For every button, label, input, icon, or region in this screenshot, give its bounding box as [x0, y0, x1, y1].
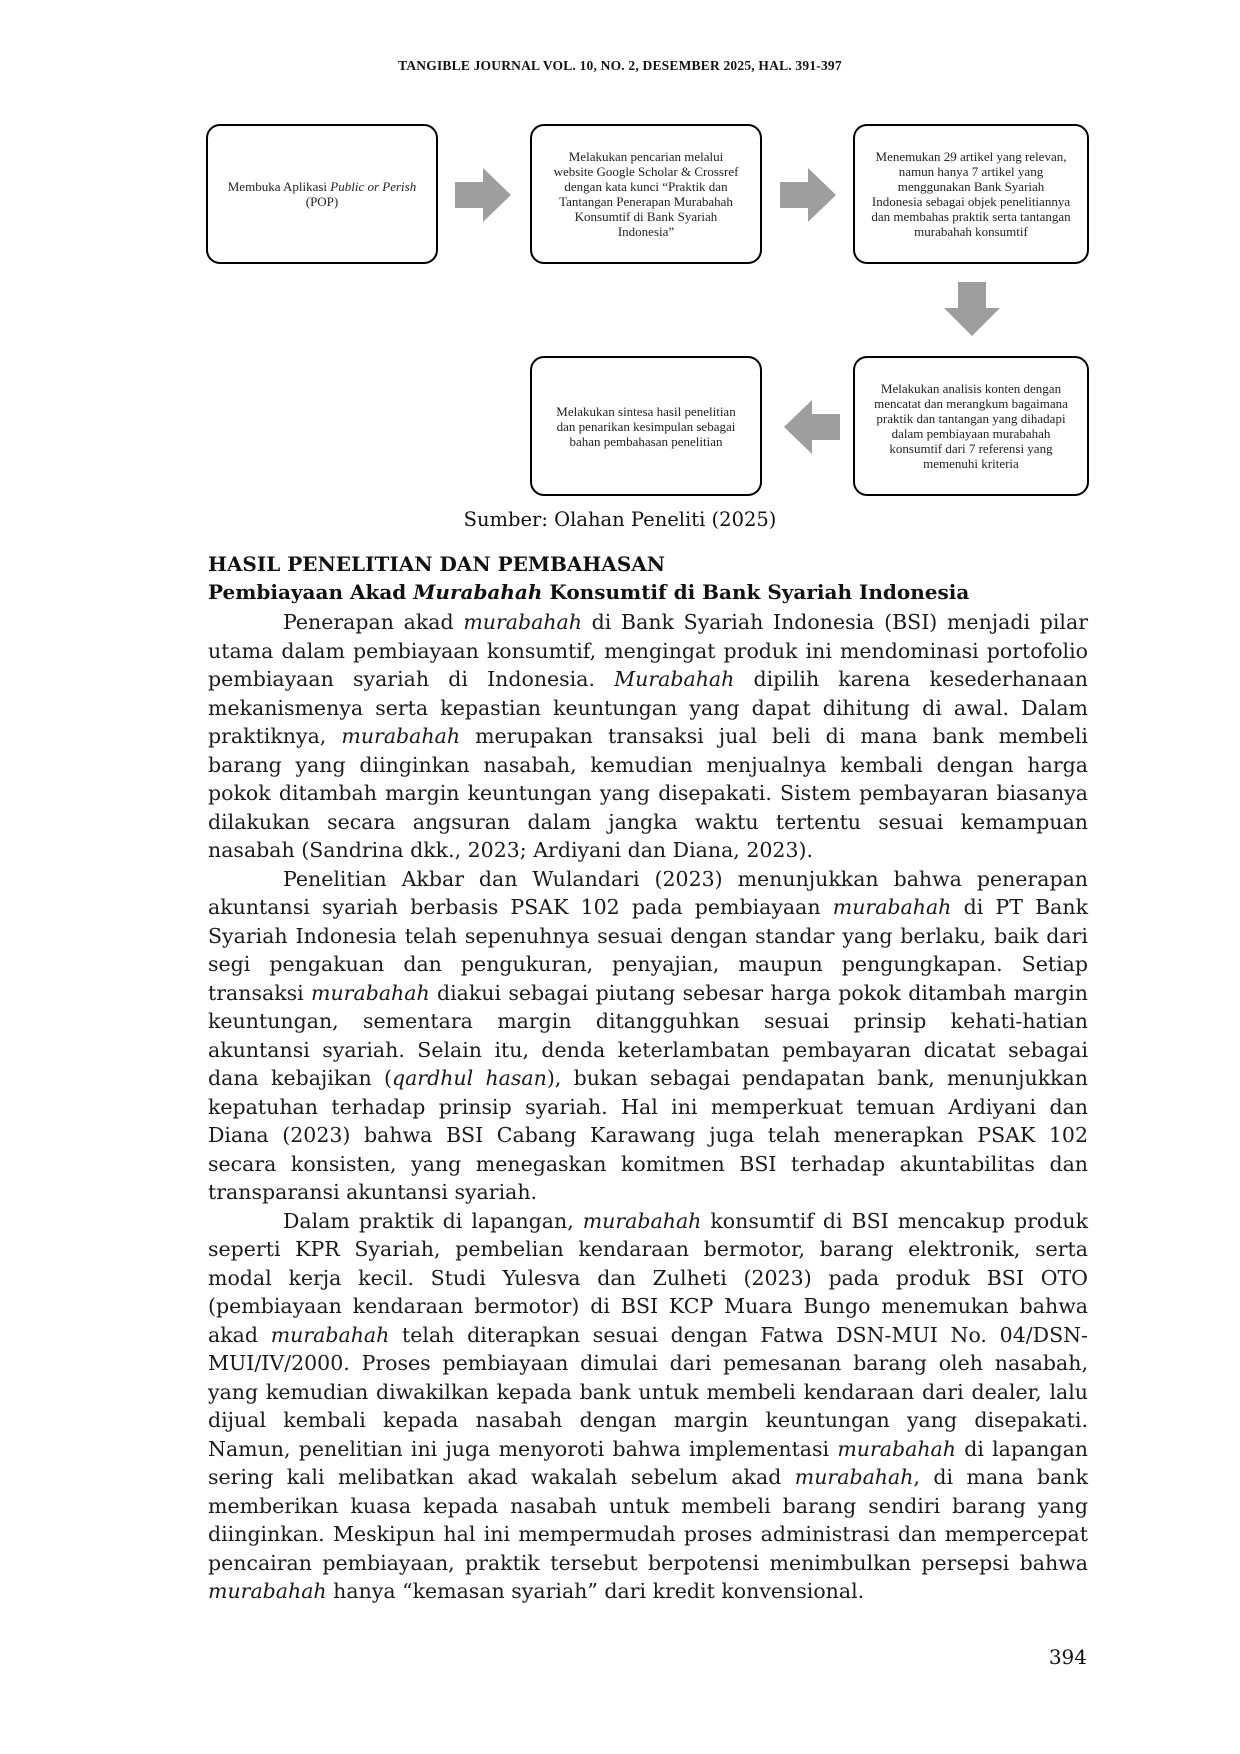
text-run: Dalam praktik di lapangan,	[283, 1208, 583, 1233]
text-run: diakui sebagai piutang sebesar harga pokok ditambah margin keuntungan, sementara margin ditangguhkan sesuai prinsip kehati-hatian akuntansi syariah. Selain itu, denda keterlambatan pembayaran dicatat sebagai dana kebajikan (	[208, 980, 1088, 1090]
italic-term: murabahah	[311, 980, 430, 1005]
italic-term: murabahah	[794, 1465, 914, 1489]
italic-term: murabahah	[270, 1322, 390, 1347]
flow-box-found-articles	[853, 124, 1089, 264]
italic-term: qardhul hasan	[391, 1066, 547, 1090]
italic-term: murabahah	[341, 724, 461, 748]
page-number: 394	[1048, 1645, 1087, 1669]
italic-term: murabahah	[582, 1208, 702, 1233]
text-run: Penelitian Akbar dan Wulandari (2023) menunjukkan bahwa penerapan akuntansi syariah berbasis PSAK 102 pada pembiayaan	[208, 866, 1088, 919]
italic-term: murabahah	[463, 610, 582, 634]
paragraph	[208, 608, 1088, 865]
text-run: konsumtif di BSI mencakup produk seperti KPR Syariah, pembelian kendaraan bermotor, barang elektronik, serta modal kerja kecil. Studi Yulesva dan Zulheti (2023) pada produk BSI OTO (pembiayaan kendaraan bermotor) di BSI KCP Muara Bungo menemukan bahwa akad	[208, 1208, 1089, 1347]
text-run: di lapangan sering kali melibatkan akad wakalah sebelum akad	[208, 1436, 1088, 1489]
running-head: TANGIBLE JOURNAL VOL. 10, NO. 2, DESEMBER 2025, HAL. 391-397	[398, 58, 842, 73]
italic-term: murabahah	[832, 895, 952, 919]
text-run: di Bank Syariah Indonesia (BSI) menjadi pilar utama dalam pembiayaan konsumtif, mengingat produk ini mendominasi portofolio pembiayaan syariah di Indonesia.	[208, 610, 1088, 691]
text-run: ), bukan sebagai pendapatan bank, menunjukkan kepatuhan terhadap prinsip syariah. Hal ini memperkuat temuan Ardiyani dan Diana (2023) bahwa BSI Cabang Karawang juga telah menerapkan PSAK 102 secara konsisten, yang menegaskan komitmen BSI terhadap akuntabilitas dan transparansi akuntansi syariah.	[208, 1066, 1088, 1204]
flow-box-search	[530, 124, 762, 264]
text-run: telah diterapkan sesuai dengan Fatwa DSN-MUI No. 04/DSN-MUI/IV/2000. Proses pembiayaan dimulai dari pemesanan barang oleh nasabah, yang kemudian diwakilkan kepada bank untuk membeli kendaraan dari dealer, lalu dijual kembali kepada nasabah dengan margin keuntungan yang disepakati. Namun, penelitian ini juga menyoroti bahwa implementasi	[208, 1322, 1088, 1461]
italic-term: murabahah	[837, 1436, 956, 1461]
italic-term: Murabahah	[614, 667, 735, 691]
flow-box-content-analysis-text: Melakukan analisis konten dengan mencatat dan merangkum bagaimana praktik dan tantangan yang dihadapi dalam pembiayaan murabahah konsumtif dari 7 referensi yang memenuhi kriteria	[874, 381, 1068, 471]
arrow-left-icon	[784, 400, 840, 454]
body-text	[208, 608, 1088, 1606]
flow-box-synthesis-text: Melakukan sintesa hasil penelitian dan penarikan kesimpulan sebagai bahan pembahasan penelitian	[556, 403, 736, 449]
subsection-heading: Pembiayaan Akad Murabahah Konsumtif di Bank Syariah Indonesia	[208, 580, 970, 604]
text-run: Penerapan akad	[283, 610, 464, 634]
flow-box-synthesis	[530, 356, 762, 496]
paragraph	[208, 865, 1088, 1207]
flow-box-search-text: Melakukan pencarian melalui website Google Scholar & Crossref dengan kata kunci “Praktik dan Tantangan Penerapan Murabahah Konsumtif di Bank Syariah Indonesia”	[553, 149, 739, 239]
flow-box-open-pop-text: Membuka Aplikasi Public or Perish (POP)	[227, 179, 417, 209]
arrow-right-icon	[455, 168, 511, 222]
figure-caption: Sumber: Olahan Peneliti (2025)	[463, 508, 777, 531]
text-run: di PT Bank Syariah Indonesia telah sepenuhnya sesuai dengan standar yang berlaku, baik dari segi pengakuan dan pengukuran, penyajian, maupun pengungkapan. Setiap transaksi	[208, 895, 1088, 1005]
arrow-down-icon	[944, 282, 1000, 336]
arrow-right-icon	[780, 168, 836, 222]
text-run: dipilih karena kesederhanaan mekanismenya serta kepastian keuntungan yang dapat dihitung di awal. Dalam praktiknya,	[208, 667, 1088, 748]
flow-box-found-articles-text: Menemukan 29 artikel yang relevan, namun hanya 7 artikel yang menggunakan Bank Syariah Indonesia sebagai objek penelitiannya dan membahas praktik serta tantangan murabahah konsumtif	[871, 149, 1071, 239]
flow-box-open-pop	[206, 124, 438, 264]
text-run: hanya “kemasan syariah” dari kredit konvensional.	[326, 1579, 865, 1603]
paragraph	[208, 1207, 1088, 1606]
flow-box-content-analysis	[853, 356, 1089, 496]
section-heading: HASIL PENELITIAN DAN PEMBAHASAN	[208, 552, 666, 576]
italic-term: murabahah	[208, 1579, 327, 1603]
text-run: merupakan transaksi jual beli di mana bank membeli barang yang diinginkan nasabah, kemudian menjualnya kembali dengan harga pokok ditambah margin keuntungan yang disepakati. Sistem pembayaran biasanya dilakukan secara angsuran dalam jangka waktu tertentu sesuai kemampuan nasabah (Sandrina dkk., 2023; Ardiyani dan Diana, 2023).	[208, 724, 1088, 862]
text-run: , di mana bank memberikan kuasa kepada nasabah untuk membeli barang sendiri barang yang diinginkan. Meskipun hal ini mempermudah proses administrasi dan mempercepat pencairan pembiayaan, praktik tersebut berpotensi menimbulkan persepsi bahwa	[208, 1465, 1088, 1575]
